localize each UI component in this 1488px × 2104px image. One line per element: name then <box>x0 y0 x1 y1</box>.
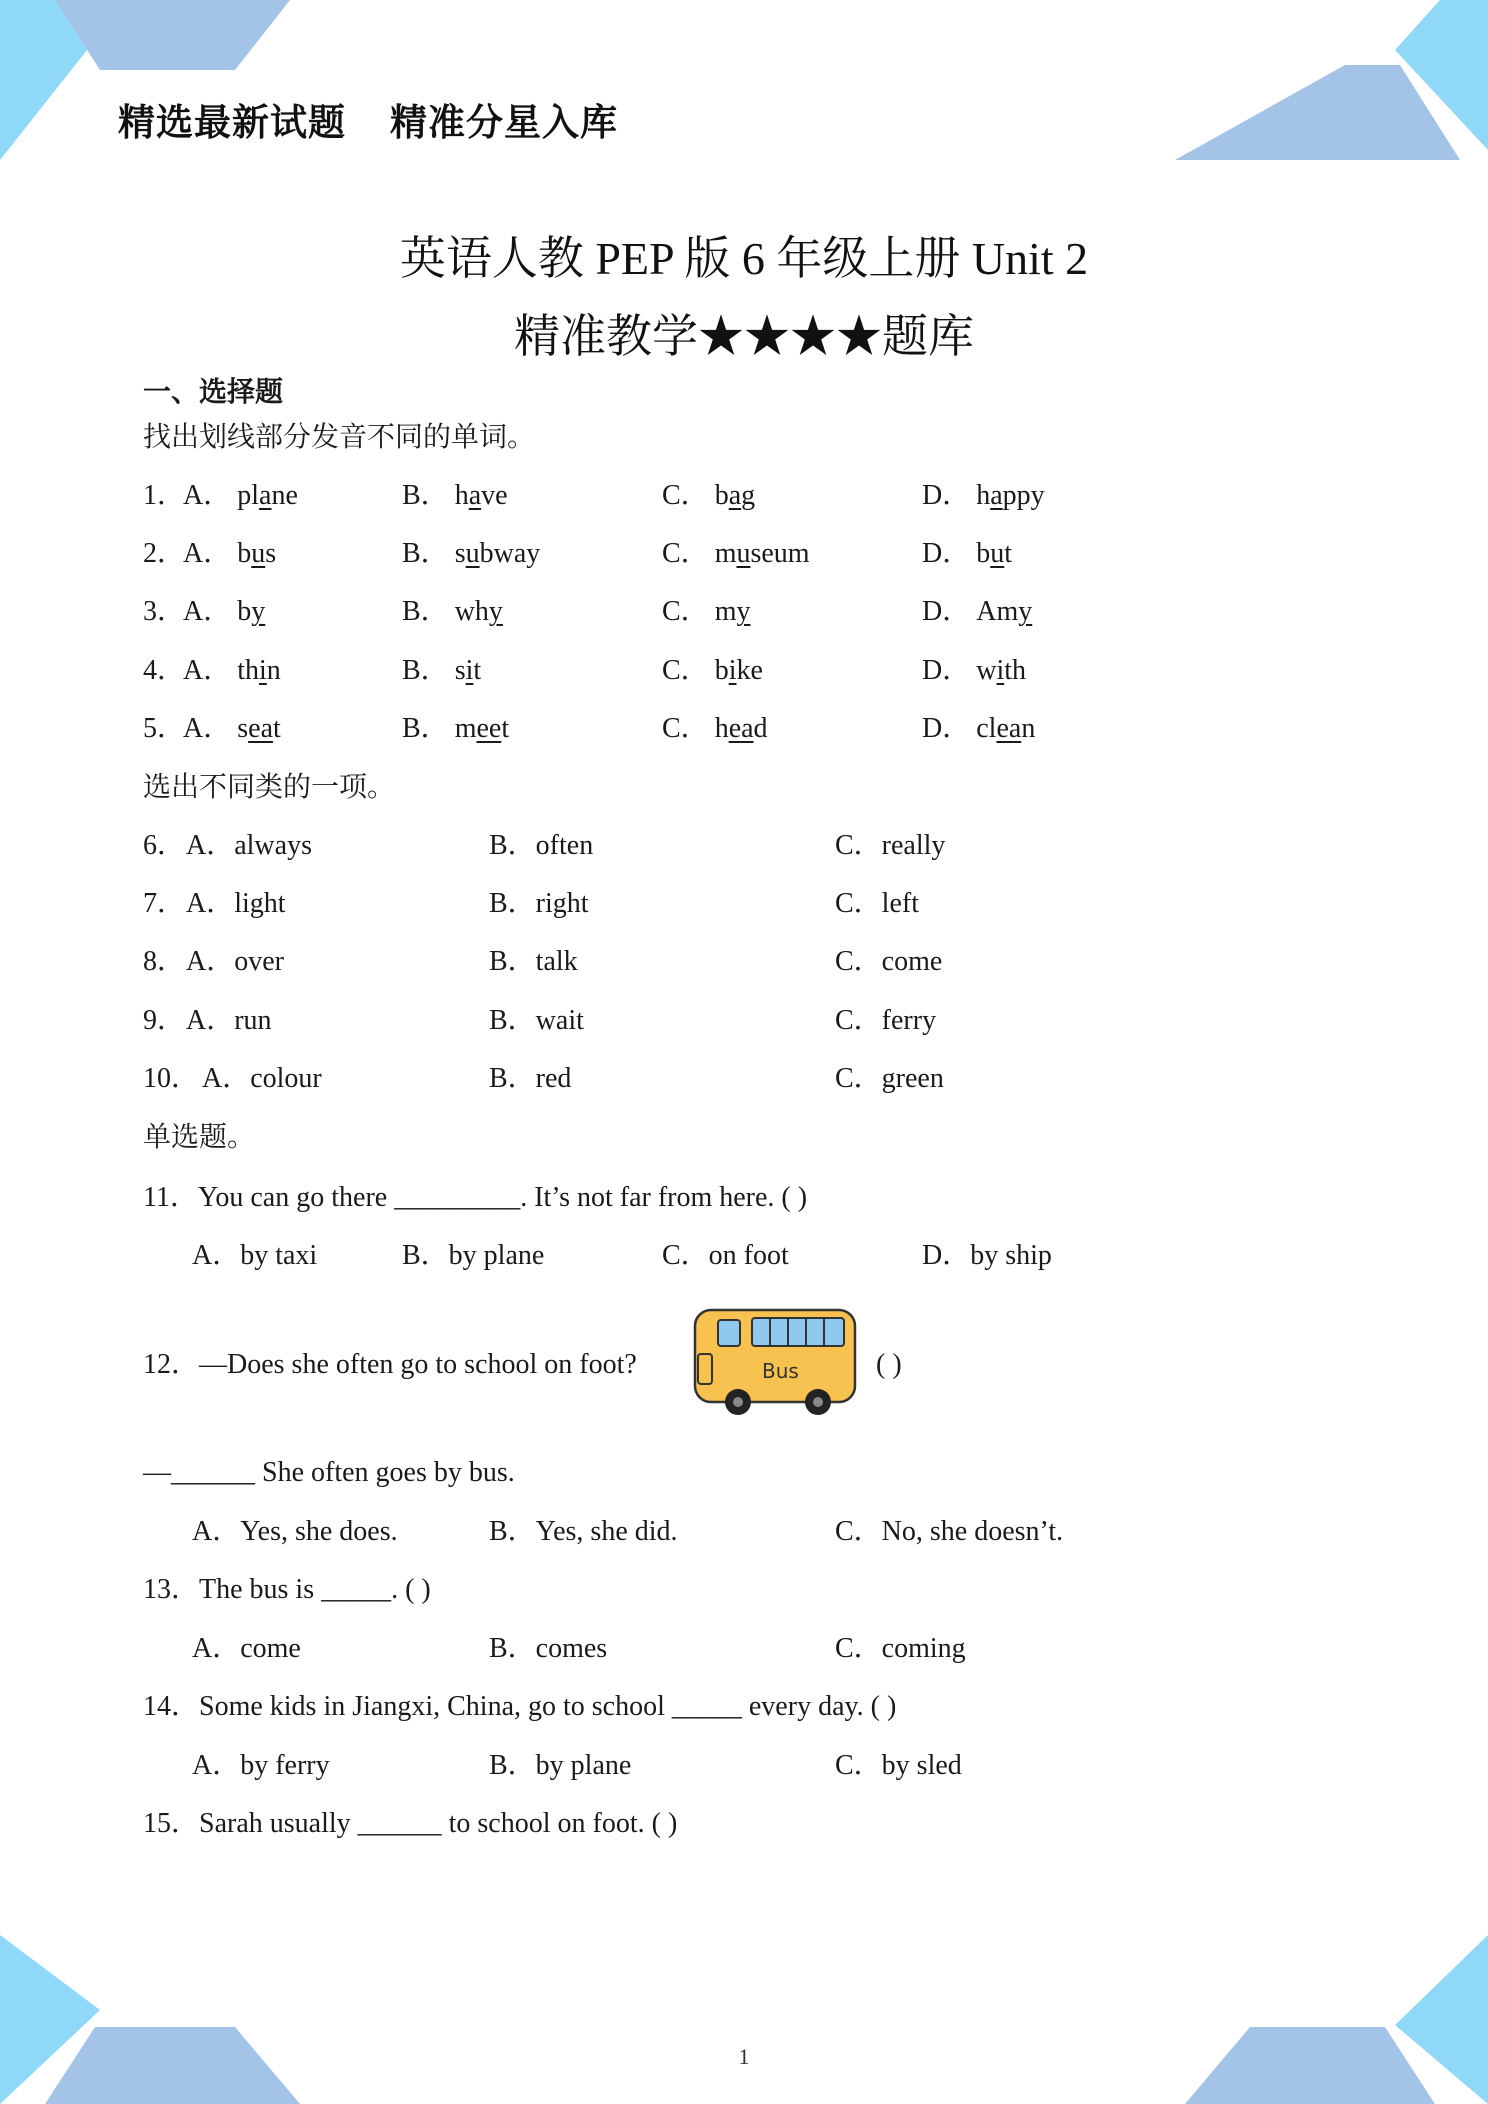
word-part: h <box>976 480 991 511</box>
underlined-letters: i <box>259 655 267 686</box>
option-letter: D． <box>922 538 971 569</box>
instruction-single-choice: 单选题。 <box>143 1122 256 1153</box>
question-12-answer-line: —______ She often goes by bus. <box>143 1457 515 1488</box>
pron-question-2 <box>143 536 185 572</box>
question-13-option-b: B．comes <box>489 1633 608 1664</box>
underlined-letters: ea <box>728 713 754 744</box>
underlined-letters: ea <box>996 713 1022 744</box>
question-12-option-b: B．Yes, she did. <box>489 1516 678 1547</box>
page-title: 英语人教 PEP 版 6 年级上册 Unit 2 <box>399 233 1089 284</box>
word-part: b <box>714 655 729 686</box>
option-letter: B． <box>402 713 449 744</box>
pron-question-3 <box>143 594 185 630</box>
option-letter: C． <box>662 596 709 627</box>
pron-option-c <box>662 594 750 630</box>
pron-question-5 <box>143 711 185 747</box>
option-letter: C． <box>662 480 709 511</box>
option-letter: C． <box>662 713 709 744</box>
classify-option-b: B．talk <box>489 946 578 977</box>
classify-option-a: A．always <box>186 830 312 861</box>
word-part: t <box>1004 538 1013 569</box>
classify-option-a: A．over <box>186 946 284 977</box>
question-13-stem: 13．The bus is _____. ( ) <box>143 1574 431 1605</box>
page-subtitle: 精准教学★★★★题库 <box>514 311 974 362</box>
word-part: m <box>454 713 477 744</box>
instruction-pronunciation: 找出划线部分发音不同的单词。 <box>143 422 536 453</box>
option-letter: D． <box>922 596 971 627</box>
classify-option-a: A．run <box>186 1005 272 1036</box>
word-part: ve <box>481 480 508 511</box>
pron-option-b <box>402 478 508 514</box>
option-letter: D． <box>922 480 971 511</box>
option-letter: A． <box>183 596 232 627</box>
underlined-letters: ee <box>476 713 502 744</box>
word-part: seum <box>750 538 810 569</box>
pron-question-1 <box>143 478 185 514</box>
classify-option-c: C．ferry <box>835 1005 937 1036</box>
word-part: wh <box>454 596 489 627</box>
question-13-option-c: C．coming <box>835 1633 966 1664</box>
classify-option-c: C．come <box>835 946 943 977</box>
option-letter: D． <box>922 713 971 744</box>
pron-option-a <box>183 653 281 689</box>
question-14-option-a: A．by ferry <box>192 1750 330 1781</box>
pron-option-c <box>662 653 763 689</box>
question-11-option-c: C．on foot <box>662 1240 789 1271</box>
word-part: b <box>237 538 252 569</box>
pron-option-b <box>402 594 503 630</box>
word-part: b <box>976 538 991 569</box>
option-letter: C． <box>662 538 709 569</box>
word-part: n <box>1021 713 1036 744</box>
pron-option-c <box>662 478 755 514</box>
classify-question-number-10: 10． <box>143 1063 200 1094</box>
corner-trapezoid-top-right <box>1175 65 1460 160</box>
pron-option-d <box>922 653 1026 689</box>
underlined-letters: u <box>465 538 480 569</box>
classify-option-b: B．often <box>489 830 594 861</box>
question-11-option-d: D．by ship <box>922 1240 1052 1271</box>
question-14-option-b: B．by plane <box>489 1750 632 1781</box>
page-number: 1 <box>738 2044 750 2069</box>
pron-option-d <box>922 711 1035 747</box>
underlined-letters: y <box>251 596 266 627</box>
question-11-stem: 11．You can go there _________. It’s not far from here. ( ) <box>143 1182 808 1213</box>
word-part: s <box>265 538 277 569</box>
underlined-letters: i <box>728 655 737 686</box>
pron-option-b <box>402 711 509 747</box>
school-bus-image <box>690 1304 862 1422</box>
classify-option-b: B．red <box>489 1063 572 1094</box>
instruction-classify: 选出不同类的一项。 <box>143 772 396 803</box>
question-12-option-c: C．No, she doesn’t. <box>835 1516 1064 1547</box>
question-number: 3． <box>143 596 186 627</box>
word-part: cl <box>976 713 997 744</box>
underlined-letters: a <box>990 480 1003 511</box>
option-letter: B． <box>402 480 449 511</box>
underlined-letters: u <box>990 538 1005 569</box>
header-slogan <box>118 92 662 146</box>
underlined-letters: u <box>251 538 266 569</box>
pron-option-d <box>922 536 1012 572</box>
question-number: 4． <box>143 655 186 686</box>
word-part: n <box>266 655 281 686</box>
underlined-letters: ea <box>248 713 273 744</box>
option-letter: D． <box>922 655 971 686</box>
word-part: h <box>714 713 729 744</box>
word-part: th <box>1004 655 1027 686</box>
word-part: t <box>273 713 281 744</box>
pron-option-d <box>922 478 1045 514</box>
question-number: 1． <box>143 480 186 511</box>
classify-question-number-8: 8． <box>143 946 186 977</box>
classify-question-number-7: 7． <box>143 888 186 919</box>
option-letter: C． <box>662 655 709 686</box>
option-letter: B． <box>402 538 449 569</box>
word-part: w <box>976 655 997 686</box>
underlined-letters: a <box>259 480 272 511</box>
word-part: d <box>753 713 768 744</box>
pron-option-a <box>183 536 276 572</box>
pron-option-c <box>662 536 810 572</box>
word-part: ne <box>271 480 298 511</box>
word-part: t <box>501 713 510 744</box>
option-letter: B． <box>402 655 449 686</box>
pron-option-c <box>662 711 768 747</box>
word-part: h <box>454 480 469 511</box>
underlined-letters: i <box>465 655 474 686</box>
option-letter: A． <box>183 480 232 511</box>
pron-option-b <box>402 536 540 572</box>
pron-option-a <box>183 594 265 630</box>
classify-question-number-9: 9． <box>143 1005 186 1036</box>
underlined-letters: y <box>736 596 751 627</box>
pron-option-d <box>922 594 1032 630</box>
question-12-paren: ( ) <box>876 1349 902 1380</box>
question-12-option-a: A．Yes, she does. <box>192 1516 398 1547</box>
question-12-stem: 12．—Does she often go to school on foot? <box>143 1349 637 1380</box>
word-part: bway <box>479 538 541 569</box>
classify-option-c: C．really <box>835 830 946 861</box>
classify-option-c: C．left <box>835 888 919 919</box>
classify-option-b: B．right <box>489 888 589 919</box>
question-14-stem: 14．Some kids in Jiangxi, China, go to school _____ every day. ( ) <box>143 1691 897 1722</box>
classify-option-a: A．colour <box>202 1063 322 1094</box>
classify-option-b: B．wait <box>489 1005 584 1036</box>
word-part: m <box>714 596 737 627</box>
question-number: 2． <box>143 538 186 569</box>
option-letter: A． <box>183 655 232 686</box>
word-part: Am <box>976 596 1019 627</box>
underlined-letters: u <box>736 538 751 569</box>
bus-text: Bus <box>762 1359 799 1383</box>
corner-trapezoid-top-left <box>55 0 290 70</box>
word-part: s <box>454 538 466 569</box>
option-letter: A． <box>183 713 232 744</box>
word-part: t <box>473 655 482 686</box>
word-part: s <box>237 713 249 744</box>
pron-option-a <box>183 478 298 514</box>
question-11-option-a: A．by taxi <box>192 1240 318 1271</box>
option-letter: B． <box>402 596 449 627</box>
underlined-letters: a <box>468 480 482 511</box>
underlined-letters: y <box>488 596 503 627</box>
slogan-1: 精选最新试题 <box>118 101 346 144</box>
slogan-2: 精准分星入库 <box>390 101 618 144</box>
question-14-option-c: C．by sled <box>835 1750 962 1781</box>
classify-option-a: A．light <box>186 888 286 919</box>
question-13-option-a: A．come <box>192 1633 301 1664</box>
question-11-option-b: B．by plane <box>402 1240 545 1271</box>
underlined-letters: i <box>996 655 1005 686</box>
classify-option-c: C．green <box>835 1063 944 1094</box>
pron-option-a <box>183 711 281 747</box>
word-part: s <box>454 655 466 686</box>
section-heading: 一、选择题 <box>143 375 284 408</box>
question-15-stem: 15．Sarah usually ______ to school on foot. ( ) <box>143 1808 678 1839</box>
word-part: th <box>237 655 260 686</box>
underlined-letters: y <box>1018 596 1033 627</box>
pron-question-4 <box>143 653 185 689</box>
classify-question-number-6: 6． <box>143 830 186 861</box>
word-part: b <box>237 596 252 627</box>
word-part: pl <box>237 480 260 511</box>
word-part: m <box>714 538 737 569</box>
question-number: 5． <box>143 713 186 744</box>
word-part: ppy <box>1002 480 1045 511</box>
word-part: b <box>714 480 729 511</box>
pron-option-b <box>402 653 481 689</box>
underlined-letters: a <box>728 480 742 511</box>
option-letter: A． <box>183 538 232 569</box>
word-part: g <box>741 480 756 511</box>
word-part: ke <box>736 655 763 686</box>
